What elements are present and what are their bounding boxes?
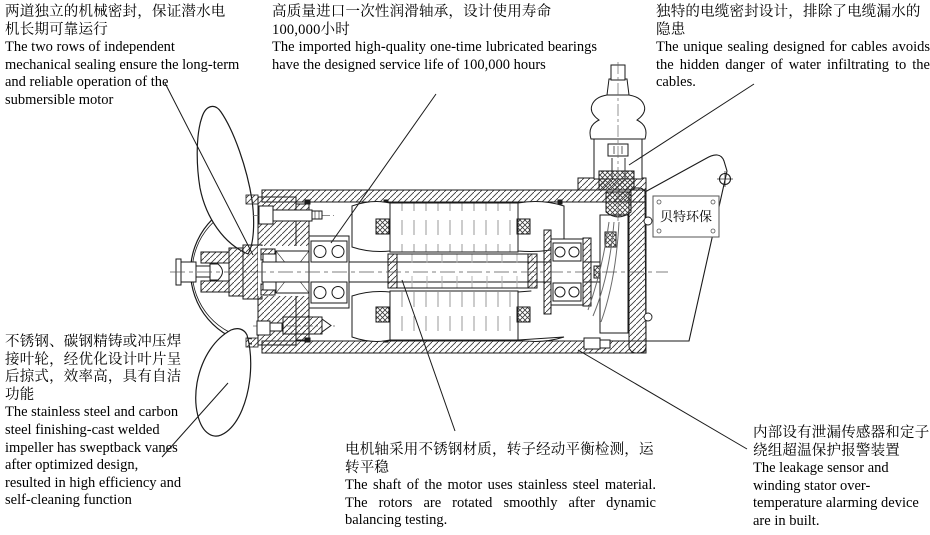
- shell-top-wall: [262, 190, 646, 202]
- callout-bearing-zh: 高质量进口一次性润滑轴承，设计使用寿命100,000小时: [272, 4, 552, 38]
- rotor-group: [388, 254, 537, 288]
- callout-shaft: [345, 442, 656, 530]
- callout-cable: [656, 4, 930, 92]
- propeller-group: [176, 106, 262, 436]
- leader-sensor: [578, 350, 747, 449]
- callout-sensor-zh: 内部设有泄漏传感器和定子绕组超温保护报警装置: [753, 425, 930, 459]
- stator-core-top: [390, 203, 518, 252]
- callout-cable-en: The unique sealing designed for cables avoids the hidden danger of water infiltrating to the cables.: [656, 39, 930, 91]
- callout-impeller-zh: 不锈钢、碳钢精铸或冲压焊接叶轮，经优化设计叶片呈后掠式，效率高，具有自洁功能: [5, 334, 182, 403]
- stator-core-bottom: [390, 291, 518, 340]
- gland-grommet-lower: [606, 192, 631, 217]
- end-cap-wall: [629, 188, 646, 353]
- callout-impeller: [5, 334, 186, 510]
- rotor-core: [388, 254, 537, 288]
- nameplate-group: [653, 196, 719, 237]
- callout-shaft-en: The shaft of the motor uses stainless steel material. The rotors are rotated smoothly after dynamic balancing testing.: [345, 477, 656, 529]
- callout-seal-en: The two rows of independent mechanical sealing ensure the long-term and reliable operation of the submersible motor: [5, 39, 240, 108]
- callout-bearing: [272, 4, 597, 74]
- nameplate-text: 贝特环保: [659, 209, 713, 224]
- callout-cable-zh: 独特的电缆密封设计，排除了电缆漏水的隐患: [656, 4, 921, 38]
- propeller-blade-upper: [197, 106, 253, 254]
- leader-cable: [629, 84, 754, 165]
- callout-seal: [5, 4, 240, 110]
- callout-impeller-en: The stainless steel and carbon steel finishing-cast welded impeller has sweptback vanes after optimized design, resulted in high efficiency and self-cleaning function: [5, 404, 182, 509]
- callout-bearing-en: The imported high-quality one-time lubricated bearings have the designed service life of 100,000 hours: [272, 39, 597, 73]
- gland-grommet-upper: [599, 171, 634, 190]
- callout-sensor: [753, 425, 930, 531]
- callout-seal-zh: 两道独立的机械密封，保证潜水电机长期可靠运行: [5, 4, 226, 38]
- callout-sensor-en: The leakage sensor and winding stator over-temperature alarming device are in built.: [753, 460, 919, 529]
- mounting-bracket: [645, 155, 733, 341]
- callout-shaft-zh: 电机轴采用不锈钢材质，转子经动平衡检测，运转平稳: [345, 442, 654, 476]
- propeller-blade-lower: [196, 329, 251, 436]
